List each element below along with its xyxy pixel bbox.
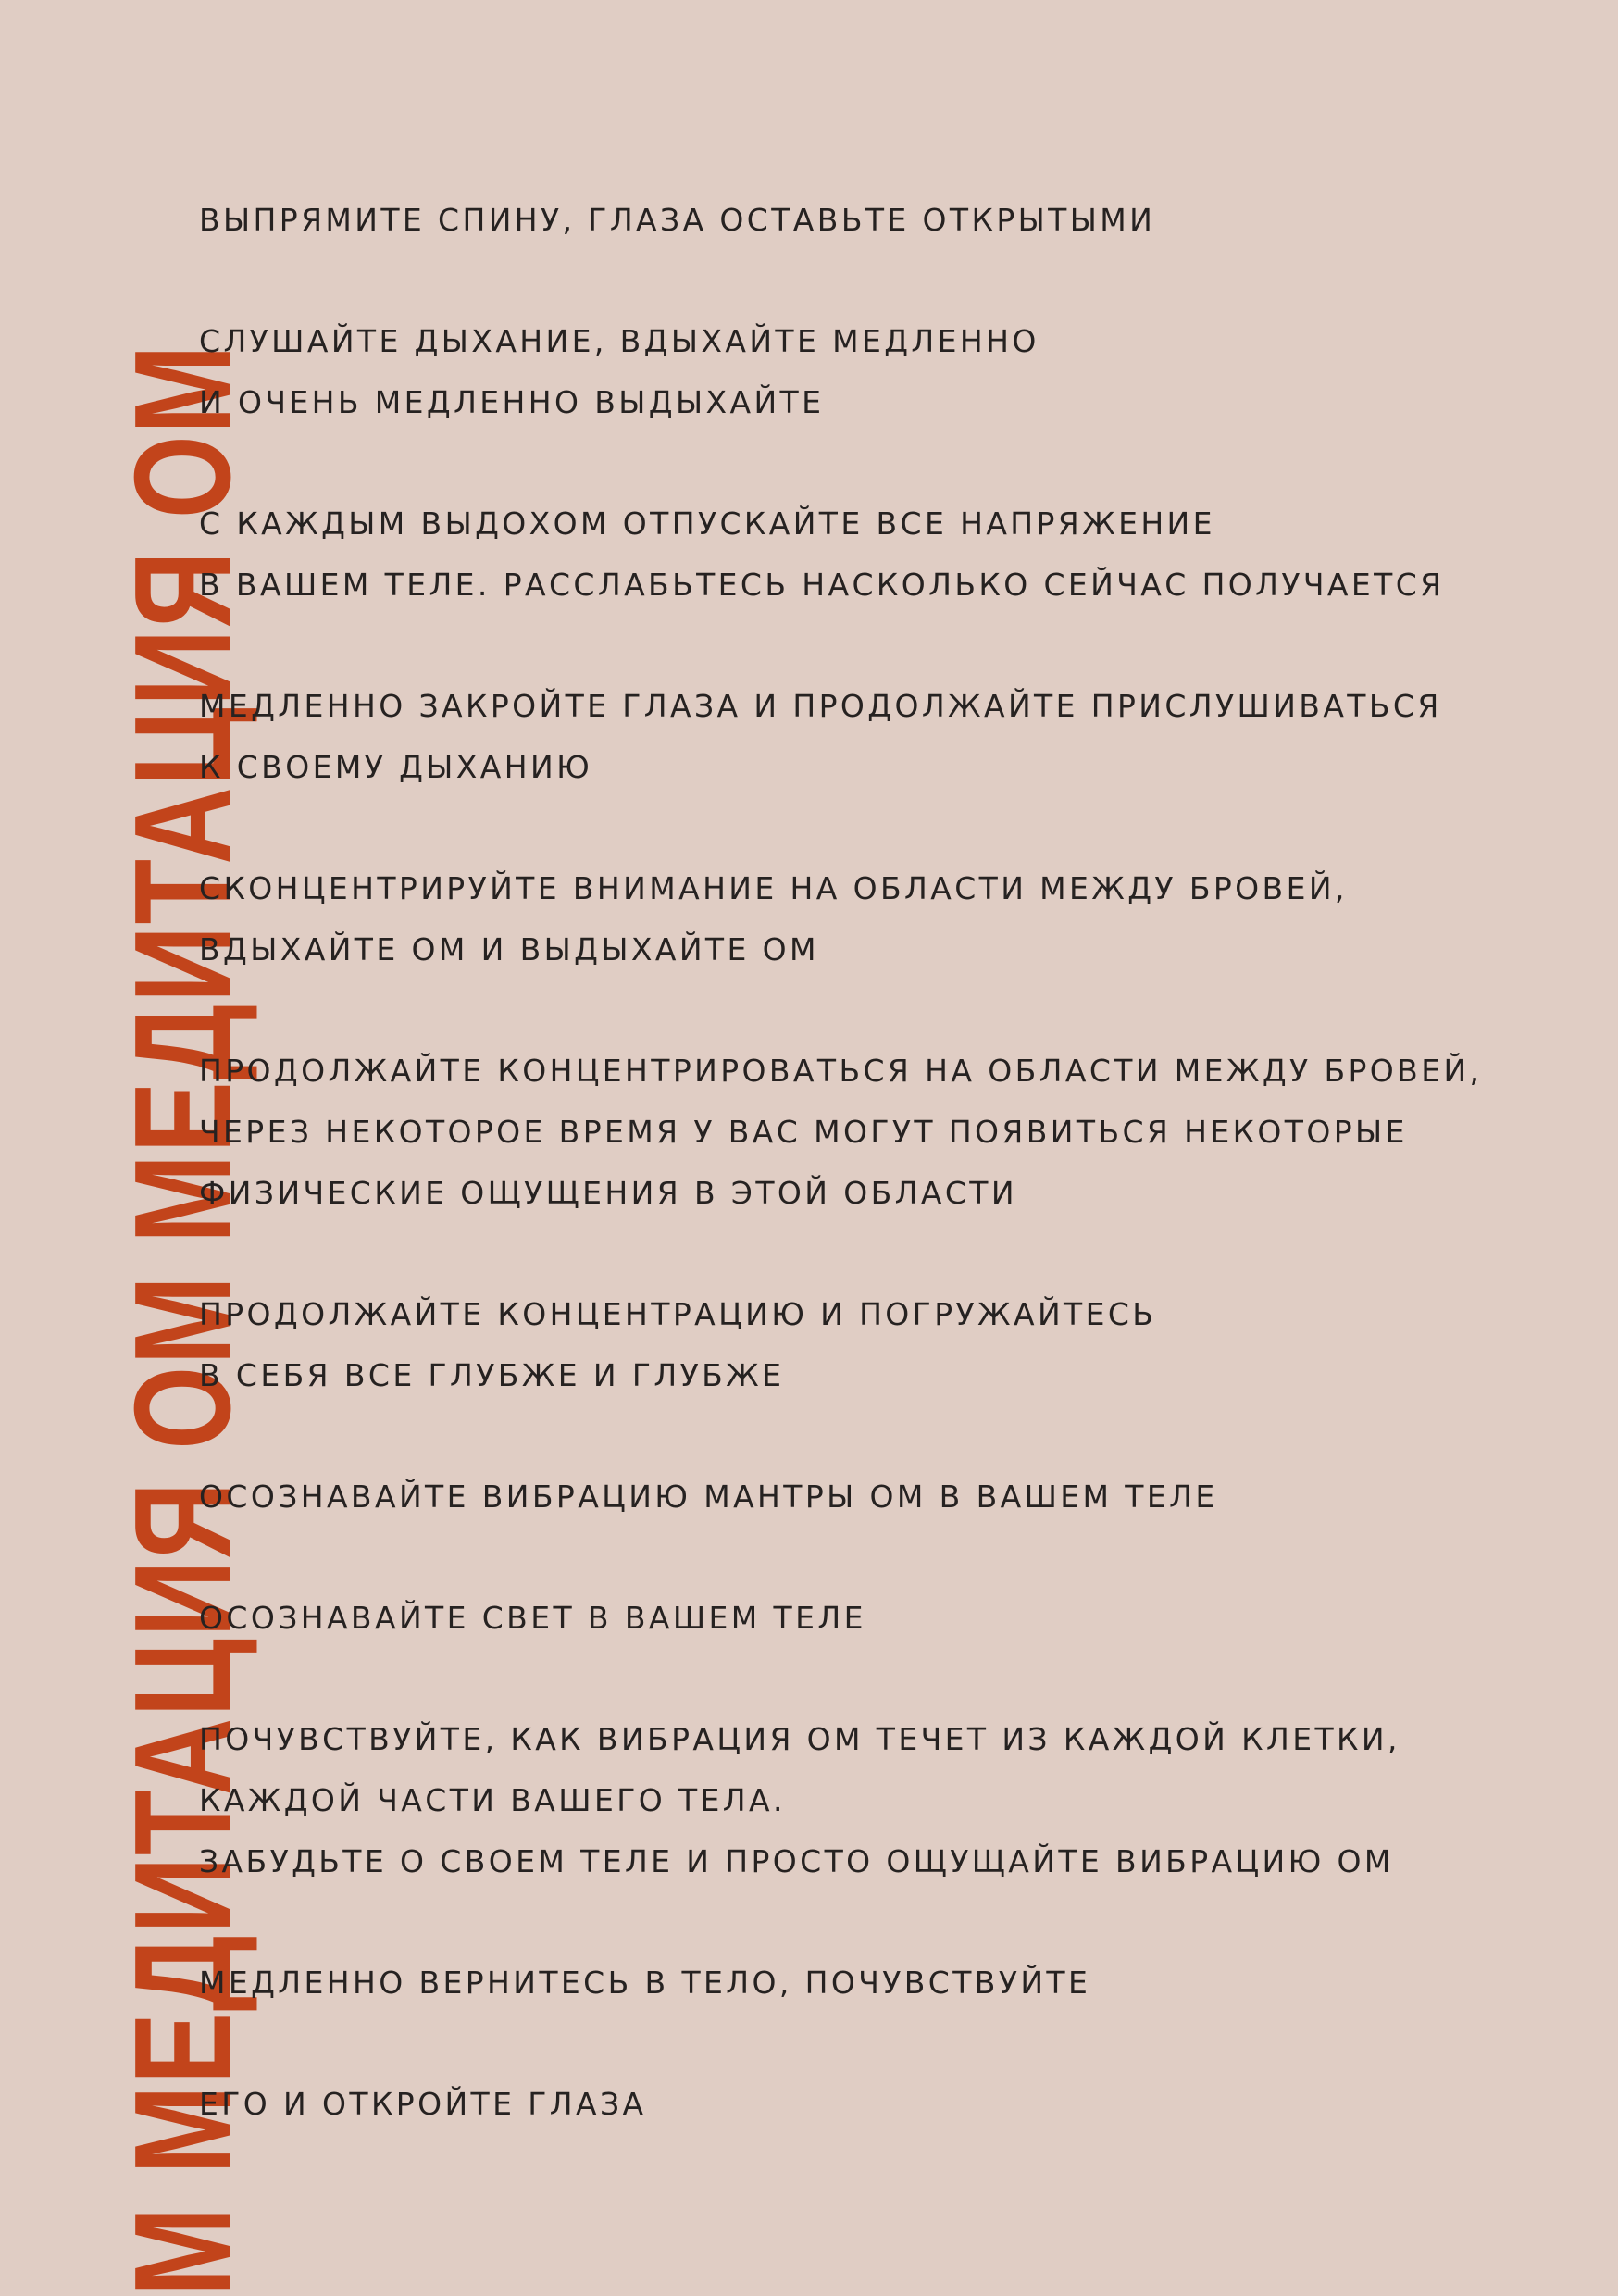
vertical-title: М МЕДИТАЦИЯ ОМ МЕДИТАЦИЯ ОМ bbox=[106, 343, 259, 2296]
instruction-paragraph bbox=[199, 1284, 1587, 1406]
instruction-line: ПРОДОЛЖАЙТЕ КОНЦЕНТРИРОВАТЬСЯ НА ОБЛАСТИ МЕЖДУ БРОВЕЙ, bbox=[199, 1053, 1483, 1089]
instruction-paragraph bbox=[199, 1709, 1587, 1892]
instruction-line: ОСОЗНАВАЙТЕ ВИБРАЦИЮ МАНТРЫ ОМ В ВАШЕМ ТЕЛЕ bbox=[199, 1479, 1218, 1515]
instruction-line: К СВОЕМУ ДЫХАНИЮ bbox=[199, 749, 593, 785]
instruction-line: ОСОЗНАВАЙТЕ СВЕТ В ВАШЕМ ТЕЛЕ bbox=[199, 1600, 866, 1636]
instruction-line: В ВАШЕМ ТЕЛЕ. РАССЛАБЬТЕСЬ НАСКОЛЬКО СЕЙЧАС ПОЛУЧАЕТСЯ bbox=[199, 567, 1445, 603]
instruction-paragraph bbox=[199, 858, 1587, 980]
instruction-line: С КАЖДЫМ ВЫДОХОМ ОТПУСКАЙТЕ ВСЕ НАПРЯЖЕНИЕ bbox=[199, 505, 1215, 542]
instruction-paragraph bbox=[199, 311, 1587, 433]
instruction-line: ЕГО И ОТКРОЙТЕ ГЛАЗА bbox=[199, 2086, 647, 2122]
instruction-paragraph bbox=[199, 2074, 1587, 2135]
instruction-line: КАЖДОЙ ЧАСТИ ВАШЕГО ТЕЛА. bbox=[199, 1782, 786, 1818]
instruction-line: И ОЧЕНЬ МЕДЛЕННО ВЫДЫХАЙТЕ bbox=[199, 384, 825, 420]
instruction-line: СКОНЦЕНТРИРУЙТЕ ВНИМАНИЕ НА ОБЛАСТИ МЕЖДУ БРОВЕЙ, bbox=[199, 870, 1348, 906]
instruction-paragraph bbox=[199, 1588, 1587, 1649]
instruction-paragraph bbox=[199, 493, 1587, 616]
instructions-list bbox=[199, 190, 1587, 2195]
instruction-paragraph bbox=[199, 190, 1587, 251]
instruction-line: ПОЧУВСТВУЙТЕ, КАК ВИБРАЦИЯ ОМ ТЕЧЕТ ИЗ КАЖДОЙ КЛЕТКИ, bbox=[199, 1721, 1400, 1757]
instruction-paragraph bbox=[199, 1041, 1587, 1224]
instruction-line: ВЫПРЯМИТЕ СПИНУ, ГЛАЗА ОСТАВЬТЕ ОТКРЫТЫМИ bbox=[199, 202, 1156, 238]
instruction-line: ВДЫХАЙТЕ ОМ И ВЫДЫХАЙТЕ ОМ bbox=[199, 931, 819, 967]
vertical-title-band bbox=[0, 0, 259, 2296]
instruction-line: ПРОДОЛЖАЙТЕ КОНЦЕНТРАЦИЮ И ПОГРУЖАЙТЕСЬ bbox=[199, 1296, 1157, 1332]
instruction-line: СЛУШАЙТЕ ДЫХАНИЕ, ВДЫХАЙТЕ МЕДЛЕННО bbox=[199, 323, 1039, 359]
instruction-paragraph bbox=[199, 1466, 1587, 1528]
instruction-line: ФИЗИЧЕСКИЕ ОЩУЩЕНИЯ В ЭТОЙ ОБЛАСТИ bbox=[199, 1175, 1017, 1211]
instruction-line: В СЕБЯ ВСЕ ГЛУБЖЕ И ГЛУБЖЕ bbox=[199, 1357, 785, 1393]
instruction-line: ЧЕРЕЗ НЕКОТОРОЕ ВРЕМЯ У ВАС МОГУТ ПОЯВИТЬСЯ НЕКОТОРЫЕ bbox=[199, 1114, 1408, 1150]
instruction-line: МЕДЛЕННО ВЕРНИТЕСЬ В ТЕЛО, ПОЧУВСТВУЙТЕ bbox=[199, 1965, 1091, 2001]
instruction-line: ЗАБУДЬТЕ О СВОЕМ ТЕЛЕ И ПРОСТО ОЩУЩАЙТЕ ВИБРАЦИЮ ОМ bbox=[199, 1843, 1394, 1879]
instruction-paragraph bbox=[199, 1953, 1587, 2014]
instruction-line: МЕДЛЕННО ЗАКРОЙТЕ ГЛАЗА И ПРОДОЛЖАЙТЕ ПРИСЛУШИВАТЬСЯ bbox=[199, 688, 1442, 724]
instruction-paragraph bbox=[199, 676, 1587, 798]
